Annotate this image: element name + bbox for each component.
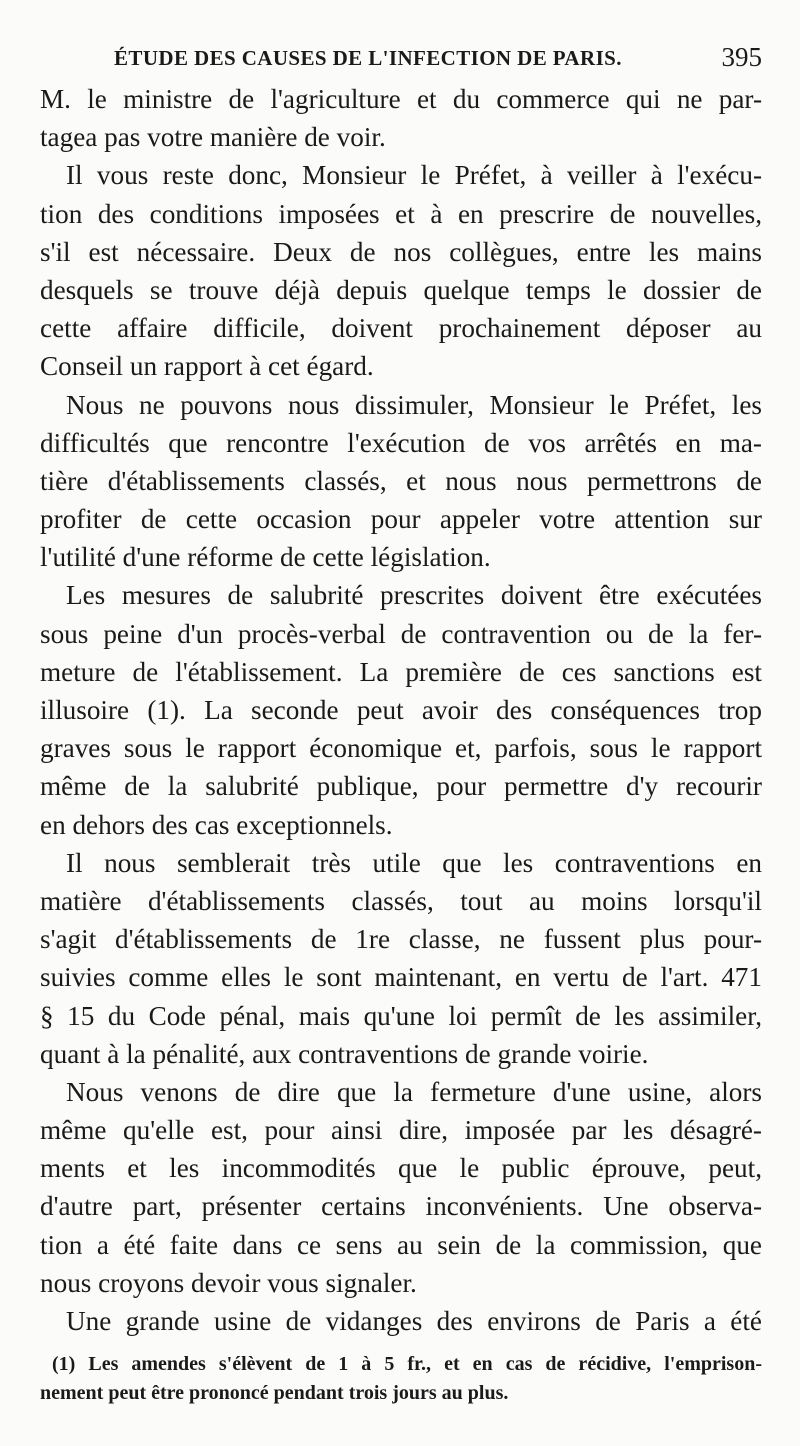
text-line: Il vous reste donc, Monsieur le Préfet, à veiller à l'exécu- (66, 160, 762, 191)
text-line: l'utilité d'une réforme de cette législation. (40, 542, 491, 573)
text-line: difficultés que rencontre l'exécution de vos arrêtés en ma- (40, 427, 762, 458)
page-number: 395 (721, 42, 762, 72)
text-line: tagea pas votre manière de voir. (40, 122, 386, 153)
text-line: Conseil un rapport à cet égard. (40, 351, 374, 382)
text-line: graves sous le rapport économique et, parfois, sous le rapport (40, 733, 762, 764)
text-line: ments et les incommodités que le public éprouve, peut, (40, 1153, 762, 1184)
text-line: suivies comme elles le sont maintenant, en vertu de l'art. 471 (40, 962, 762, 993)
text-line: même de la salubrité publique, pour permettre d'y recourir (40, 771, 762, 802)
text-line: en dehors des cas exceptionnels. (40, 809, 393, 840)
body-text (40, 80, 762, 1340)
text-line: s'il est nécessaire. Deux de nos collègues, entre les mains (40, 236, 762, 267)
text-line: tion des conditions imposées et à en prescrire de nouvelles, (40, 198, 762, 229)
text-line: quant à la pénalité, aux contraventions de grande voirie. (40, 1038, 649, 1069)
text-line: tière d'établissements classés, et nous nous permettrons de (40, 465, 762, 496)
text-line: illusoire (1). La seconde peut avoir des conséquences trop (40, 695, 762, 725)
text-line: Une grande usine de vidanges des environs de Paris a été (66, 1306, 762, 1336)
footnote-line: (1) Les amendes s'élèvent de 1 à 5 fr., et en cas de récidive, l'emprison- (52, 1353, 762, 1375)
running-head (40, 42, 762, 76)
text-line: desquels se trouve déjà depuis quelque temps le dossier de (40, 274, 762, 305)
text-line: Nous ne pouvons nous dissimuler, Monsieur le Préfet, les (66, 389, 762, 420)
footnotes (40, 1350, 762, 1408)
text-line: nous croyons devoir vous signaler. (40, 1267, 417, 1298)
text-line: Les mesures de salubrité prescrites doivent être exécutées (66, 580, 762, 611)
text-line: profiter de cette occasion pour appeler votre attention sur (40, 504, 762, 535)
text-line: cette affaire difficile, doivent prochainement déposer au (40, 313, 762, 344)
text-line: meture de l'établissement. La première de ces sanctions est (40, 656, 762, 687)
text-line: sous peine d'un procès-verbal de contravention ou de la fer- (40, 618, 762, 649)
text-line: tion a été faite dans ce sens au sein de la commission, que (40, 1229, 762, 1260)
text-line: même qu'elle est, pour ainsi dire, imposée par les désagré- (40, 1115, 762, 1146)
text-line: d'autre part, présenter certains inconvénients. Une observa- (40, 1191, 762, 1222)
text-line: Il nous semblerait très utile que les contraventions en (66, 847, 762, 878)
text-line: s'agit d'établissements de 1re classe, ne fussent plus pour- (40, 924, 762, 955)
text-line: § 15 du Code pénal, mais qu'une loi permît de les assimiler, (40, 1000, 762, 1031)
text-line: M. le ministre de l'agriculture et du commerce qui ne par- (40, 84, 762, 114)
text-line: matière d'établissements classés, tout au moins lorsqu'il (40, 885, 762, 916)
footnote-line: nement peut être prononcé pendant trois jours au plus. (40, 1382, 509, 1404)
running-title: ÉTUDE DES CAUSES DE L'INFECTION DE PARIS. (114, 46, 622, 70)
text-line: Nous venons de dire que la fermeture d'une usine, alors (66, 1076, 762, 1107)
